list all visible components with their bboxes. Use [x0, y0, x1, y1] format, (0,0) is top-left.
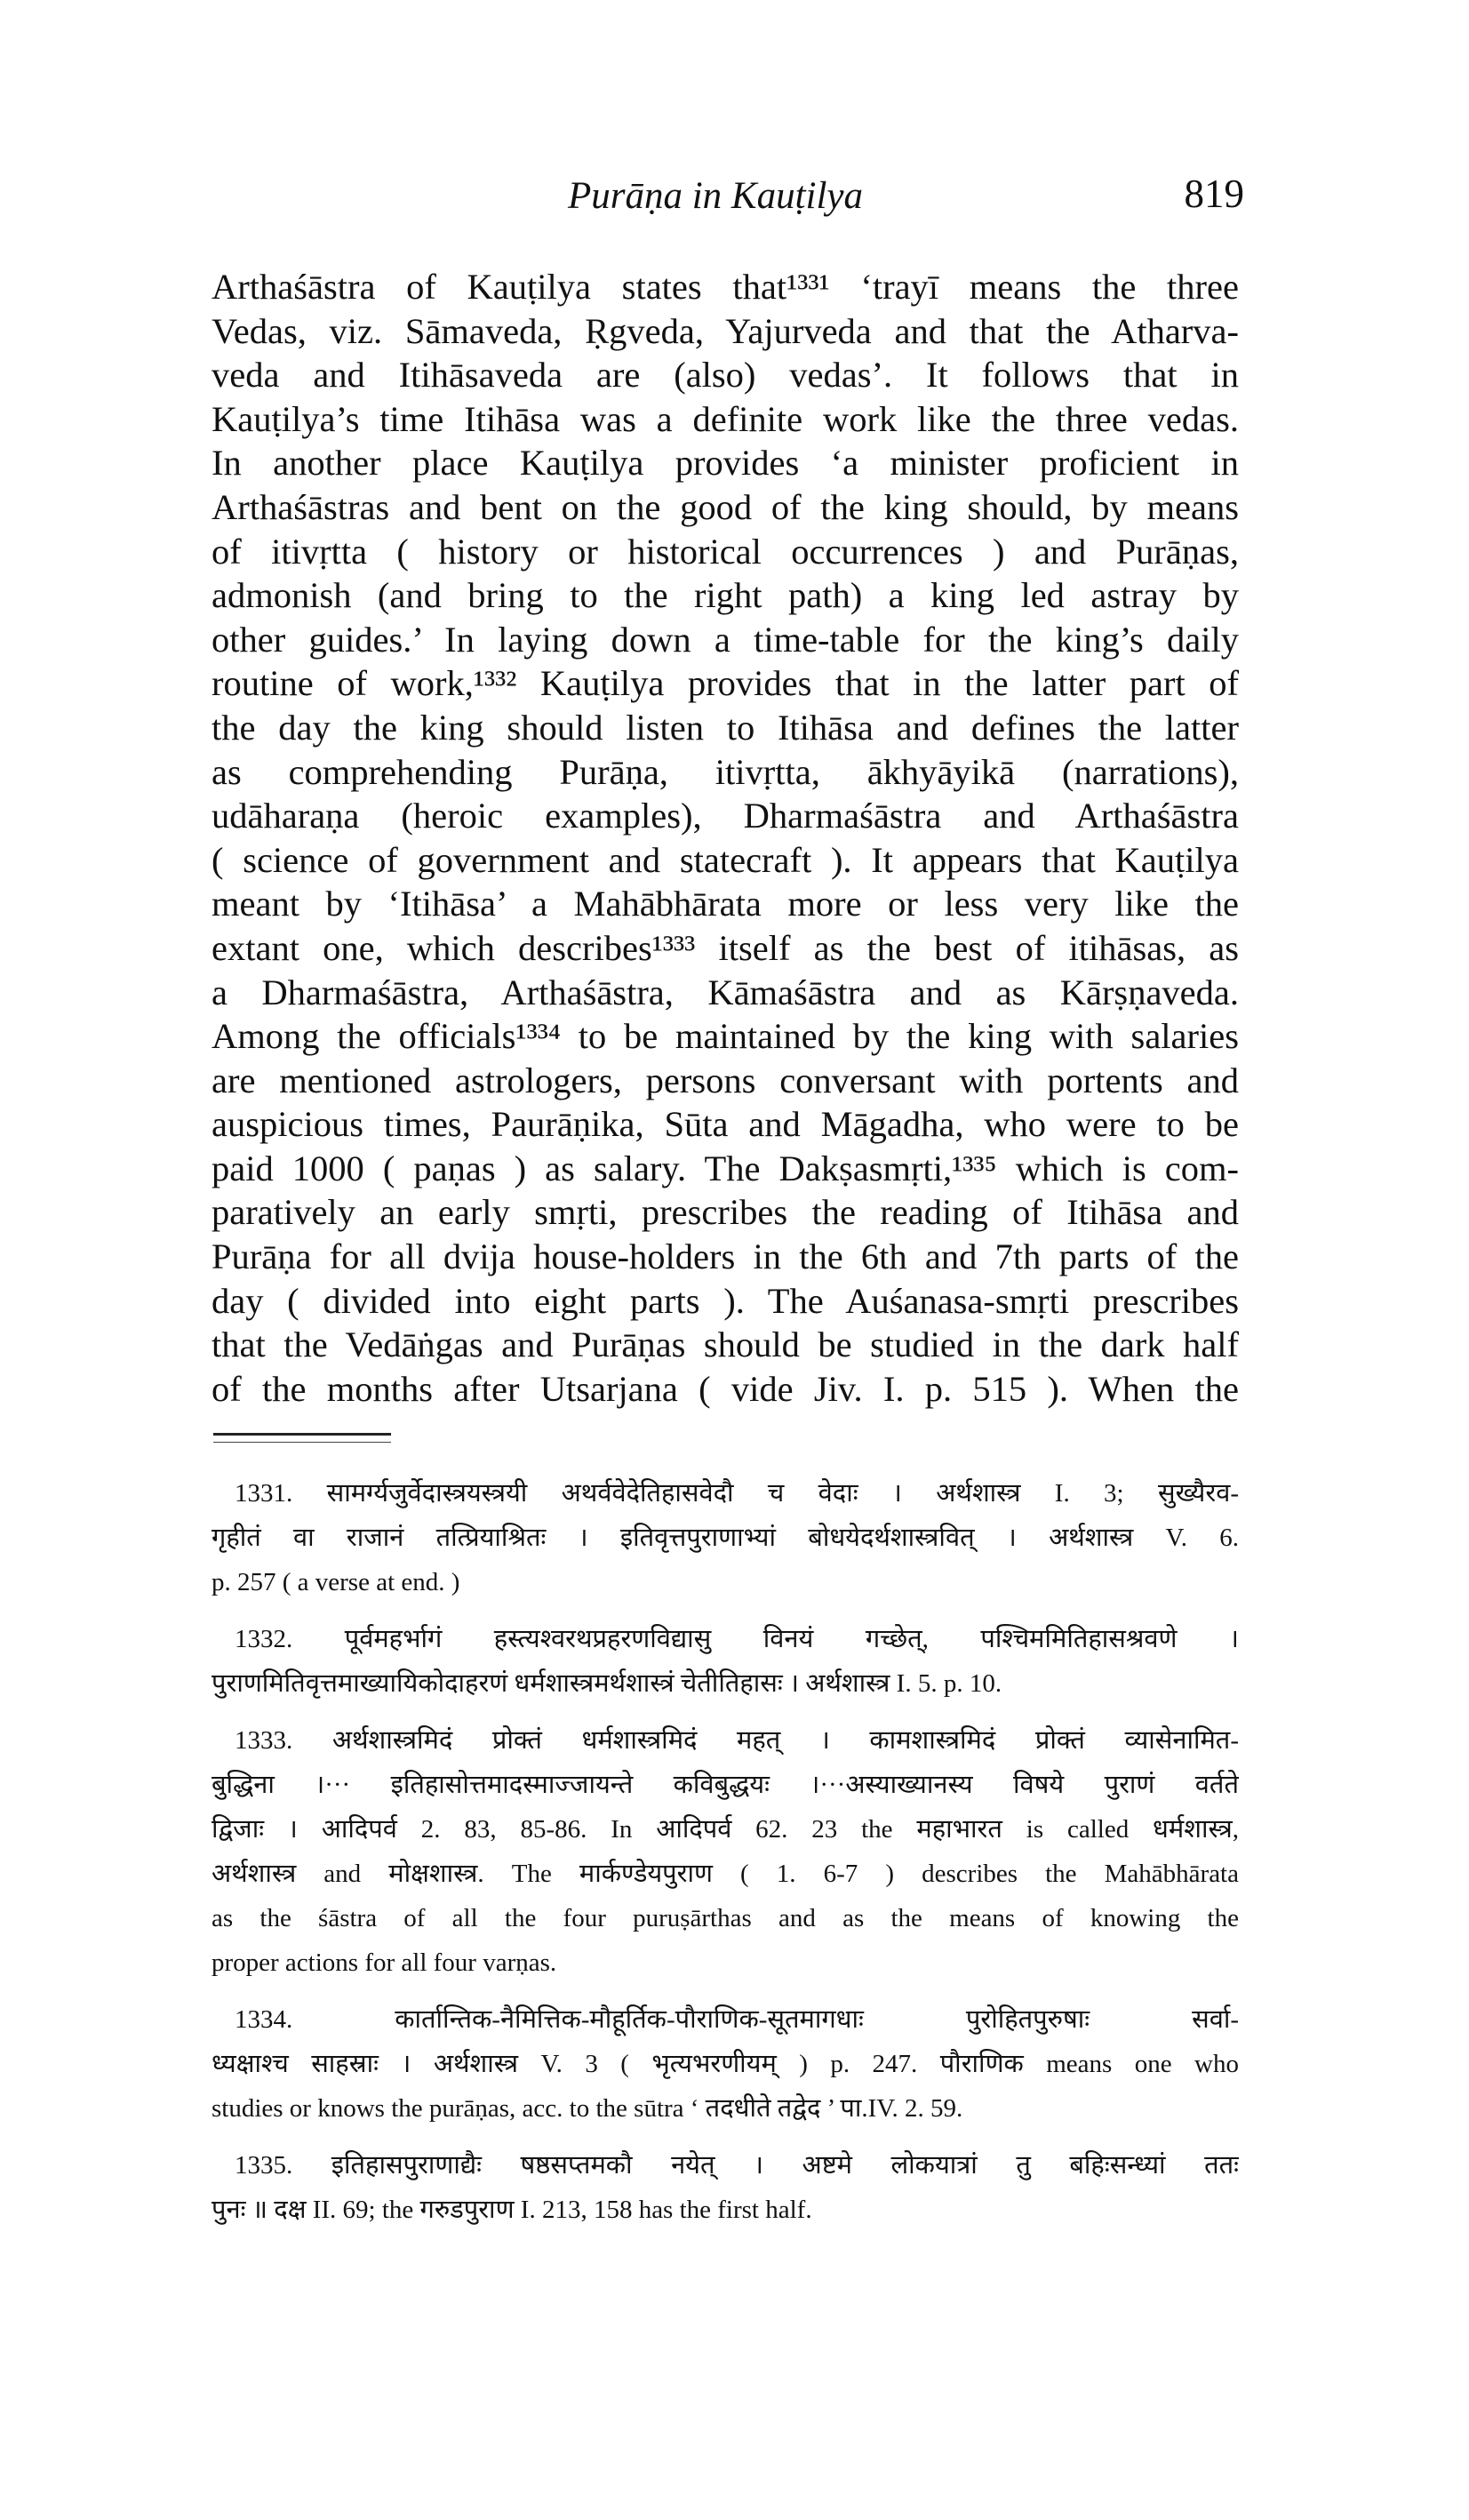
body-text-line: the day the king should listen to Itihāsa and defines the latter	[212, 707, 1239, 748]
footnote	[212, 1997, 1239, 2131]
footnote-line: p. 257 ( a verse at end. )	[212, 1568, 460, 1596]
footnote-line: पुराणमितिवृत्तमाख्यायिकोदाहरणं धर्मशास्त्रमर्थशास्त्रं चेतीतिहासः । अर्थशास्त्र I. 5. p. 10.	[212, 1669, 1002, 1698]
footnote-line: 1332. पूर्वमहर्भागं हस्त्यश्वरथप्रहरणविद्यासु विनयं गच्छेत्, पश्चिममितिहासश्रवणे ।	[235, 1625, 1239, 1653]
body-text-line: Kauṭilya’s time Itihāsa was a definite work like the three vedas.	[212, 398, 1239, 439]
body-text-line: veda and Itihāsaveda are (also) vedas’. It follows that in	[212, 355, 1239, 396]
body-text-line: ( science of government and statecraft ). It appears that Kauṭilya	[212, 839, 1239, 880]
footnotes-section	[212, 1471, 1239, 2244]
footnote-line: अर्थशास्त्र and मोक्षशास्त्र. The मार्कण्डेयपुराण ( 1. 6-7 ) describes the Mahābhārata	[212, 1860, 1239, 1888]
body-text-line: that the Vedāṅgas and Purāṇas should be studied in the dark half	[212, 1324, 1239, 1365]
footnote	[212, 1718, 1239, 1985]
main-body-text	[212, 265, 1239, 1411]
footnote-line: पुनः ॥ दक्ष II. 69; the गरुडपुराण I. 213, 158 has the first half.	[212, 2196, 812, 2224]
footnote-line: 1335. इतिहासपुराणाद्यैः षष्ठसप्तमकौ नयेत् । अष्टमे लोकयात्रां तु बहिःसन्ध्यां ततः	[235, 2151, 1239, 2180]
running-title: Purāṇa in Kauṭilya	[567, 175, 864, 217]
footnote-line: 1333. अर्थशास्त्रमिदं प्रोक्तं धर्मशास्त्रमिदं महत् । कामशास्त्रमिदं प्रोक्तं व्यासेनामित-	[235, 1726, 1239, 1755]
page-header	[187, 167, 1244, 229]
body-text-line: In another place Kauṭilya provides ‘a minister proficient in	[212, 443, 1239, 484]
body-text-line: auspicious times, Paurāṇika, Sūta and Māgadha, who were to be	[212, 1104, 1239, 1145]
footnote-line: 1334. कार्तान्तिक-नैमित्तिक-मौहूर्तिक-पौराणिक-सूतमागधाः पुरोहितपुरुषाः सर्वा-	[235, 2005, 1239, 2034]
body-text-line: of itivṛtta ( history or historical occurrences ) and Purāṇas,	[212, 531, 1239, 572]
body-text-line: routine of work,¹³³² Kauṭilya provides that in the latter part of	[212, 663, 1239, 704]
body-text-line: of the months after Utsarjana ( vide Jiv. I. p. 515 ). When the	[212, 1368, 1239, 1409]
body-text-line: other guides.’ In laying down a time-table for the king’s daily	[212, 619, 1239, 660]
body-text-line: a Dharmaśāstra, Arthaśāstra, Kāmaśāstra and as Kārṣṇaveda.	[212, 972, 1239, 1012]
body-text-line: Arthaśāstra of Kauṭilya states that¹³³¹ ‘trayī means the three	[212, 267, 1239, 307]
body-text-line: Purāṇa for all dvija house-holders in the 6th and 7th parts of the	[212, 1236, 1239, 1277]
body-text-line: paid 1000 ( paṇas ) as salary. The Dakṣasmṛti,¹³³⁵ which is com-	[212, 1148, 1239, 1188]
footnote	[212, 2143, 1239, 2232]
body-text-line: day ( divided into eight parts ). The Auśanasa-smṛti prescribes	[212, 1280, 1239, 1321]
body-text-line: Among the officials¹³³⁴ to be maintained by the king with salaries	[212, 1016, 1239, 1057]
page-number: 819	[1184, 172, 1244, 216]
footnote	[212, 1617, 1239, 1706]
footnote-line: गृहीतं वा राजानं तत्प्रियाश्रितः । इतिवृत्तपुराणाभ्यां बोधयेदर्थशास्त्रवित् । अर्थशास्त्र V. 6.	[212, 1524, 1239, 1552]
body-text-line: admonish (and bring to the right path) a king led astray by	[212, 575, 1239, 616]
body-text-line: paratively an early smṛti, prescribes the reading of Itihāsa and	[212, 1192, 1239, 1233]
footnote-line: ध्यक्षाश्च साहस्राः । अर्थशास्त्र V. 3 ( भृत्यभरणीयम् ) p. 247. पौराणिक means one who	[212, 2050, 1239, 2078]
body-text-line: udāharaṇa (heroic examples), Dharmaśāstra and Arthaśāstra	[212, 796, 1239, 836]
footnote-line: as the śāstra of all the four puruṣārthas and as the means of knowing the	[212, 1904, 1239, 1932]
footnote-separator-rule-thin	[213, 1442, 391, 1443]
footnote-separator-rule	[213, 1433, 391, 1436]
footnote	[212, 1471, 1239, 1604]
body-text-line: Arthaśāstras and bent on the good of the king should, by means	[212, 486, 1239, 527]
body-text-line: are mentioned astrologers, persons conversant with portents and	[212, 1060, 1239, 1100]
body-text-line: meant by ‘Itihāsa’ a Mahābhārata more or less very like the	[212, 884, 1239, 924]
footnote-line: proper actions for all four varṇas.	[212, 1948, 557, 1977]
body-text-line: Vedas, viz. Sāmaveda, Ṛgveda, Yajurveda and that the Atharva-	[212, 310, 1239, 351]
body-text-line: extant one, which describes¹³³³ itself as the best of itihāsas, as	[212, 927, 1239, 968]
body-text-line: as comprehending Purāṇa, itivṛtta, ākhyāyikā (narrations),	[212, 751, 1239, 792]
footnote-line: बुद्धिना ।··· इतिहासोत्तमादस्माज्जायन्ते कविबुद्धयः ।···अस्याख्यानस्य विषये पुराणं वर्तते	[212, 1771, 1239, 1799]
footnote-line: 1331. सामर्ग्यजुर्वेदास्त्रयस्त्रयी अथर्ववेदेतिहासवेदौ च वेदाः । अर्थशास्त्र I. 3; सुख्यैरव-	[235, 1479, 1239, 1508]
footnote-line: द्विजाः । आदिपर्व 2. 83, 85-86. In आदिपर्व 62. 23 the महाभारत is called धर्मशास्त्र,	[212, 1815, 1239, 1844]
footnote-line: studies or knows the purāṇas, acc. to the sūtra ‘ तदधीते तद्वेद ’ पा.IV. 2. 59.	[212, 2094, 963, 2123]
